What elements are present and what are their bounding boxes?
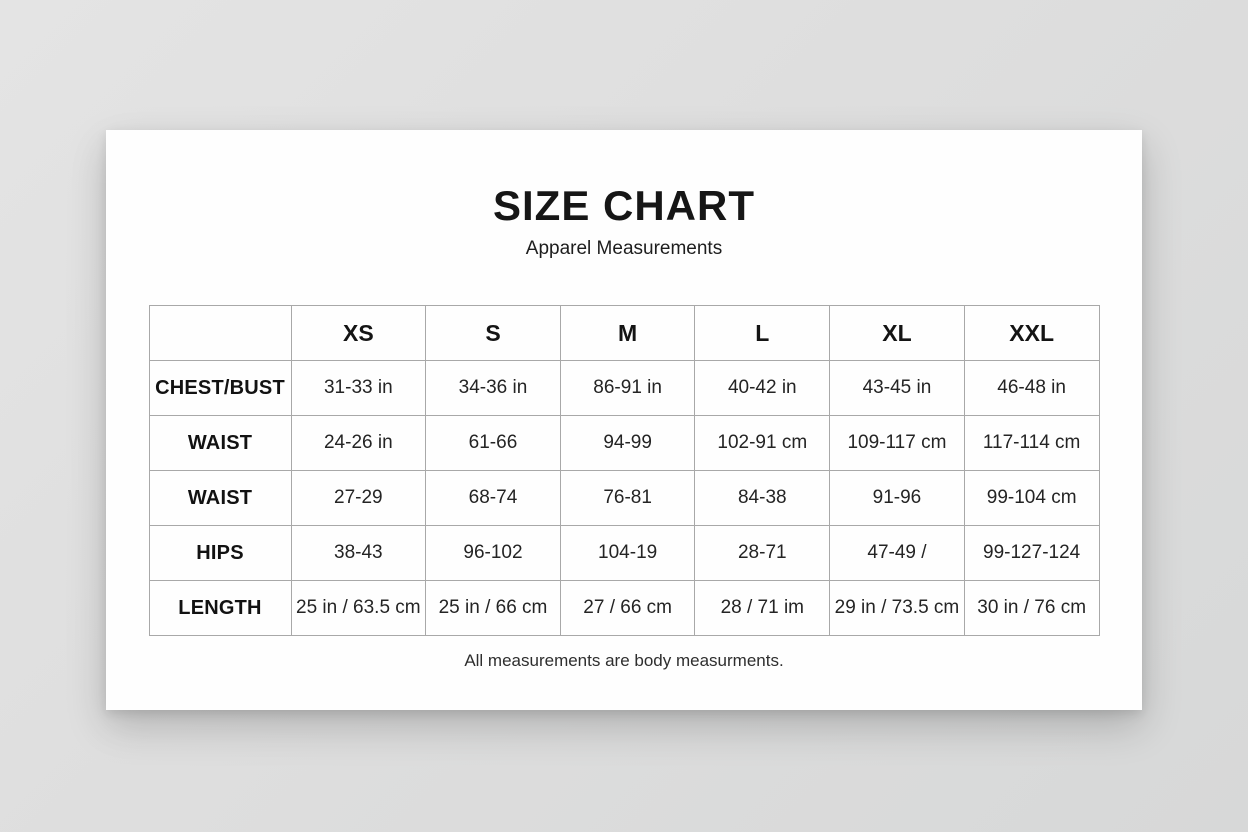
table-cell: 27-29 — [291, 471, 426, 526]
table-row-length — [149, 581, 1099, 636]
table-cell: 30 in / 76 cm — [964, 581, 1099, 636]
row-label: LENGTH — [149, 581, 291, 636]
size-table — [149, 305, 1100, 636]
table-cell: 117-114 cm — [964, 416, 1099, 471]
row-label: WAIST — [149, 416, 291, 471]
table-cell: 99-104 cm — [964, 471, 1099, 526]
table-cell: 94-99 — [560, 416, 695, 471]
table-cell: 76-81 — [560, 471, 695, 526]
table-cell: 99-127-124 — [964, 526, 1099, 581]
table-row-waist-1 — [149, 416, 1099, 471]
row-label: WAIST — [149, 471, 291, 526]
column-header-xxl: XXL — [964, 306, 1099, 361]
header-row — [149, 306, 1099, 361]
table-cell: 104-19 — [560, 526, 695, 581]
table-row-waist-2 — [149, 471, 1099, 526]
table-cell: 91-96 — [830, 471, 965, 526]
table-row-hips — [149, 526, 1099, 581]
table-cell: 61-66 — [426, 416, 561, 471]
table-cell: 25 in / 63.5 cm — [291, 581, 426, 636]
column-header-xs: XS — [291, 306, 426, 361]
column-header-m: M — [560, 306, 695, 361]
column-header-xl: XL — [830, 306, 965, 361]
column-header-l: L — [695, 306, 830, 361]
corner-cell — [149, 306, 291, 361]
size-chart-card — [106, 130, 1142, 710]
table-cell: 34-36 in — [426, 361, 561, 416]
table-cell: 46-48 in — [964, 361, 1099, 416]
page-subtitle: Apparel Measurements — [525, 238, 723, 260]
table-cell: 84-38 — [695, 471, 830, 526]
table-cell: 40-42 in — [695, 361, 830, 416]
table-cell: 102-91 cm — [695, 416, 830, 471]
table-cell: 68-74 — [426, 471, 561, 526]
page-title: SIZE CHART — [493, 182, 755, 229]
table-cell: 29 in / 73.5 cm — [830, 581, 965, 636]
table-row-chest-bust — [149, 361, 1099, 416]
table-cell: 28-71 — [695, 526, 830, 581]
table-cell: 24-26 in — [291, 416, 426, 471]
table-cell: 28 / 71 im — [695, 581, 830, 636]
table-cell: 86-91 in — [560, 361, 695, 416]
table-cell: 25 in / 66 cm — [426, 581, 561, 636]
table-cell: 27 / 66 cm — [560, 581, 695, 636]
column-header-s: S — [426, 306, 561, 361]
table-cell: 96-102 — [426, 526, 561, 581]
table-cell: 43-45 in — [830, 361, 965, 416]
table-cell: 31-33 in — [291, 361, 426, 416]
row-label: HIPS — [149, 526, 291, 581]
table-cell: 47-49 / — [830, 526, 965, 581]
row-label: CHEST/BUST — [149, 361, 291, 416]
table-cell: 38-43 — [291, 526, 426, 581]
footnote: All measurements are body measurments. — [464, 651, 784, 671]
table-cell: 109-117 cm — [830, 416, 965, 471]
